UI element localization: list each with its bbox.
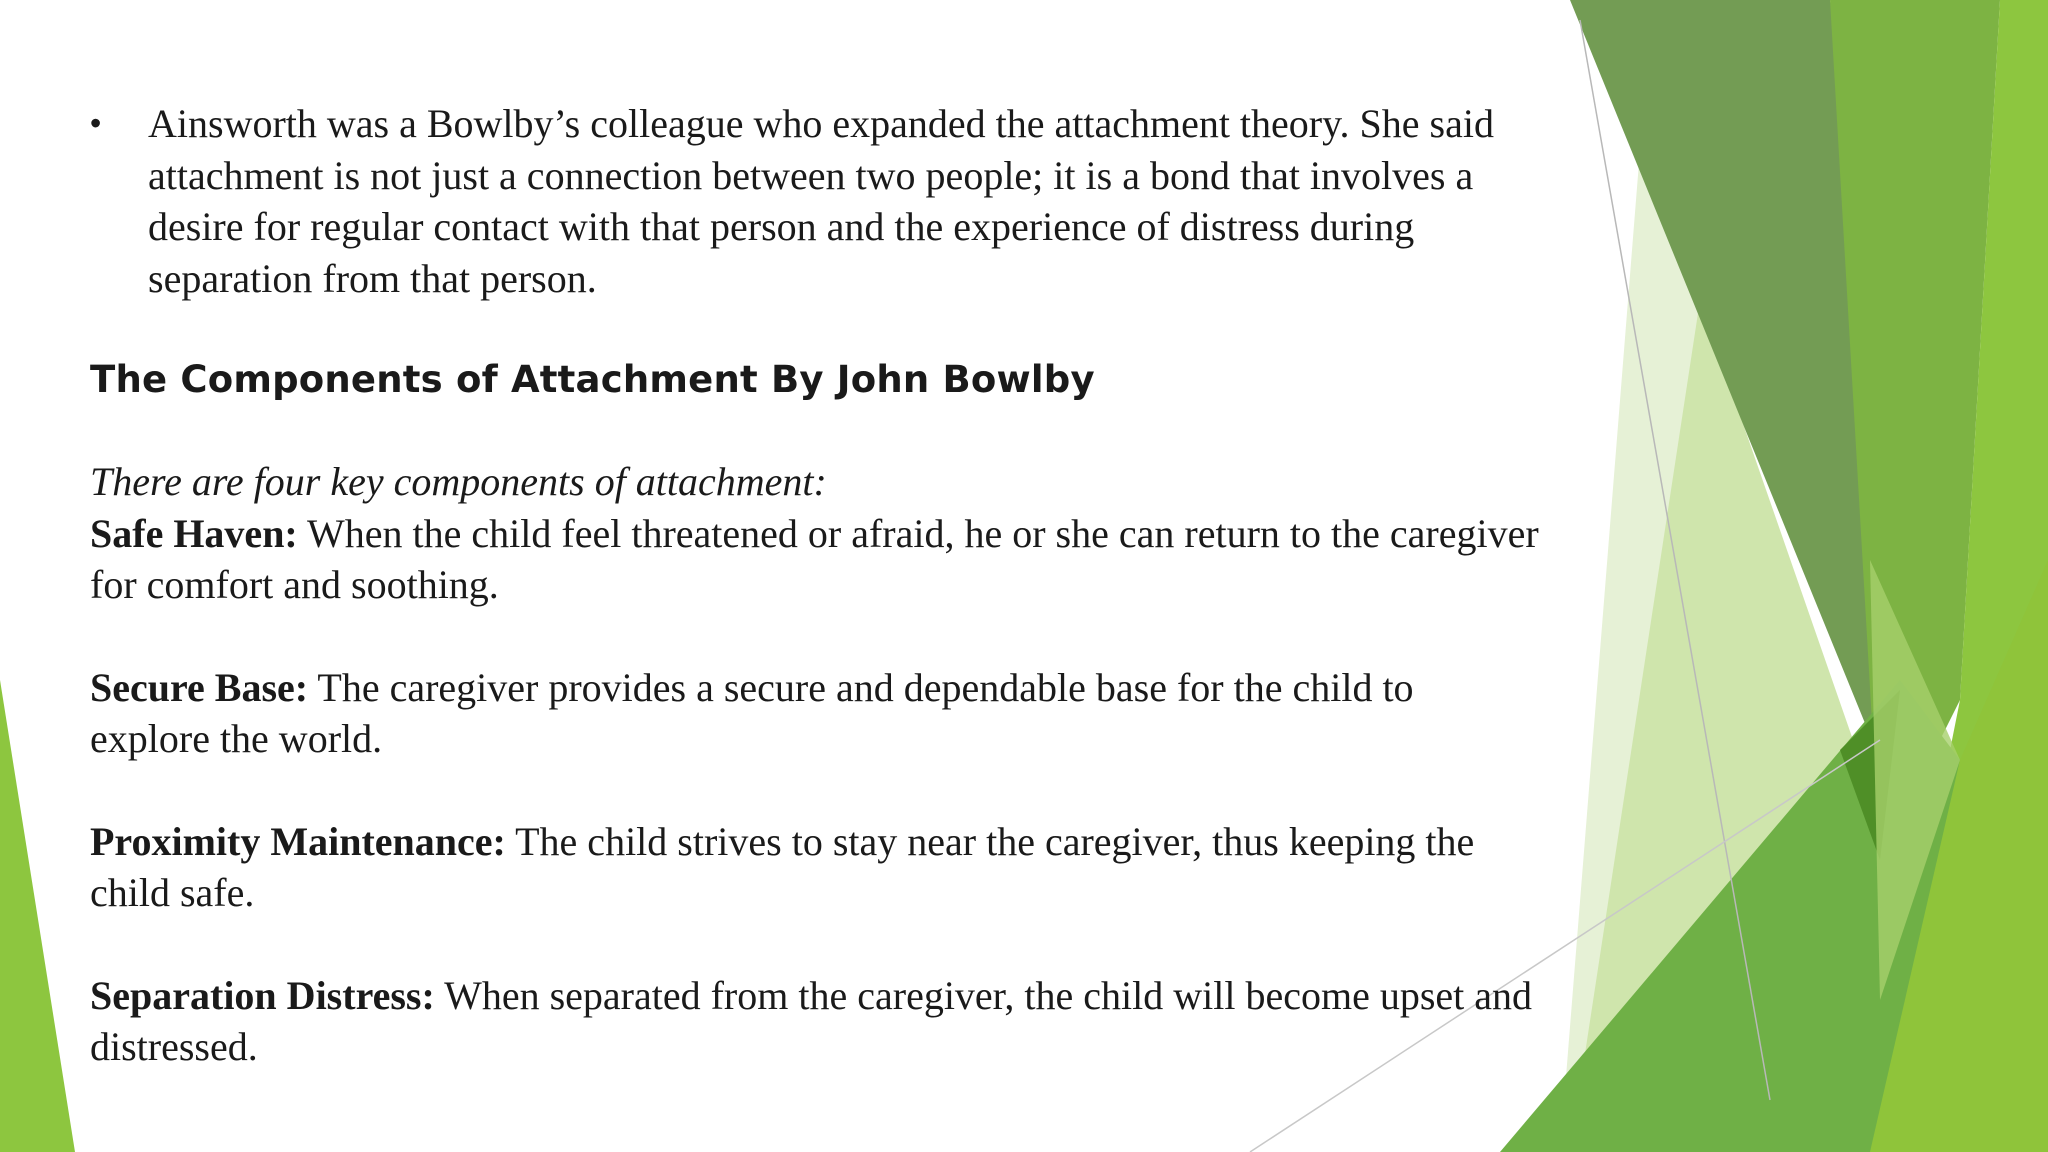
component-description: The child strives to stay near the caregiver, thus keeping the child safe.	[90, 818, 1475, 915]
component-proximity-maintenance	[90, 816, 1540, 919]
component-description: When the child feel threatened or afraid, he or she can return to the caregiver for comfort and soothing.	[90, 510, 1539, 607]
component-description: When separated from the caregiver, the child will become upset and distressed.	[90, 972, 1533, 1069]
section-heading: The Components of Attachment By John Bowlby	[90, 358, 1095, 401]
left-accent-green	[0, 680, 75, 1152]
component-secure-base	[90, 662, 1540, 765]
intro-line: There are four key components of attachment:	[90, 459, 827, 504]
component-separation-distress	[90, 970, 1540, 1073]
bullet-text: Ainsworth was a Bowlby’s colleague who expanded the attachment theory. She said attachment is not just a connection between two people; it is a bond that involves a desire for regular contact with that person and the experience of distress during separation from that person.	[148, 101, 1494, 301]
component-term: Separation Distress:	[90, 972, 435, 1018]
component-term: Safe Haven:	[90, 510, 298, 556]
bullet-paragraph	[90, 98, 1540, 304]
slide-content	[90, 98, 1540, 1073]
component-term: Secure Base:	[90, 664, 309, 710]
component-term: Proximity Maintenance:	[90, 818, 506, 864]
component-safe-haven	[90, 508, 1540, 611]
bullet-icon: •	[90, 105, 102, 141]
component-description: The caregiver provides a secure and dependable base for the child to explore the world.	[90, 664, 1414, 761]
